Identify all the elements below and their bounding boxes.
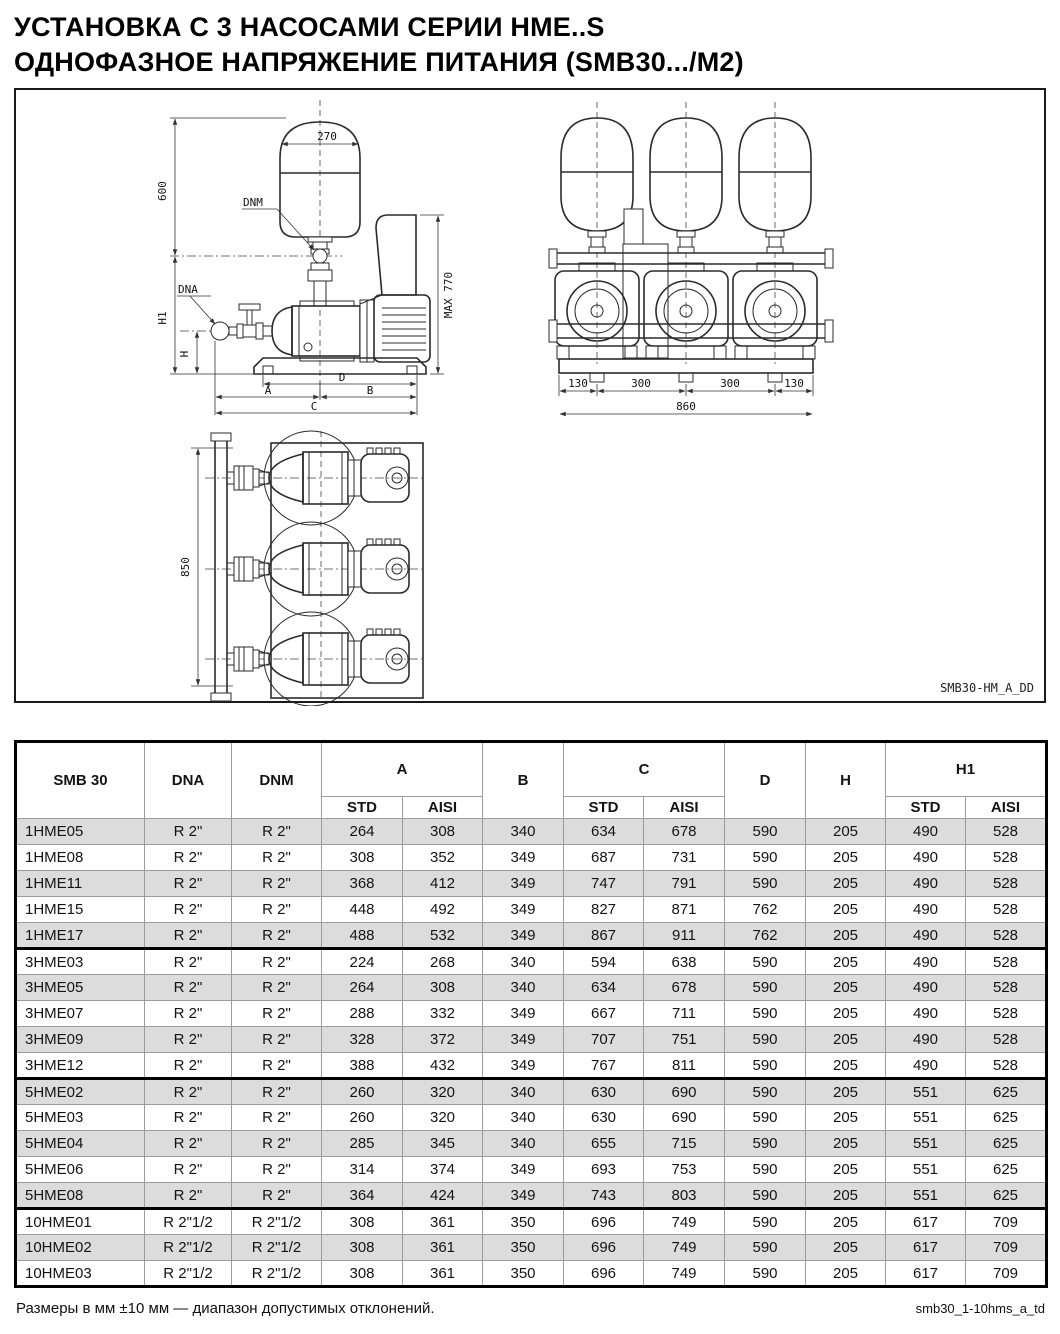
model-cell: 10HME01 bbox=[16, 1209, 145, 1235]
value-cell: 308 bbox=[403, 975, 483, 1001]
value-cell: R 2" bbox=[145, 1079, 232, 1105]
value-cell: 634 bbox=[564, 975, 644, 1001]
value-cell: 625 bbox=[966, 1157, 1047, 1183]
value-cell: R 2" bbox=[232, 897, 322, 923]
table-row bbox=[16, 871, 1047, 897]
value-cell: 364 bbox=[322, 1183, 403, 1209]
value-cell: 205 bbox=[806, 1053, 886, 1079]
table-row bbox=[16, 845, 1047, 871]
dim-label-dna: DNA bbox=[178, 283, 198, 296]
value-cell: R 2" bbox=[145, 1105, 232, 1131]
table-row bbox=[16, 1261, 1047, 1287]
value-cell: R 2" bbox=[145, 1131, 232, 1157]
value-cell: 528 bbox=[966, 923, 1047, 949]
table-row bbox=[16, 897, 1047, 923]
table-header bbox=[16, 742, 1047, 819]
value-cell: 205 bbox=[806, 1027, 886, 1053]
footer-code: smb30_1-10hms_a_td bbox=[915, 1301, 1045, 1316]
value-cell: R 2" bbox=[232, 1105, 322, 1131]
value-cell: 696 bbox=[564, 1209, 644, 1235]
dim-label-c: C bbox=[310, 400, 318, 413]
value-cell: 811 bbox=[644, 1053, 725, 1079]
value-cell: R 2" bbox=[145, 819, 232, 845]
value-cell: 205 bbox=[806, 1079, 886, 1105]
value-cell: 340 bbox=[483, 1079, 564, 1105]
value-cell: 590 bbox=[725, 1157, 806, 1183]
value-cell: 590 bbox=[725, 1053, 806, 1079]
value-cell: 638 bbox=[644, 949, 725, 975]
value-cell: 205 bbox=[806, 897, 886, 923]
value-cell: 490 bbox=[886, 845, 966, 871]
value-cell: 340 bbox=[483, 975, 564, 1001]
value-cell: 308 bbox=[322, 845, 403, 871]
dna-inlet-port bbox=[211, 322, 229, 340]
value-cell: 205 bbox=[806, 949, 886, 975]
dim-label-130-left: 130 bbox=[568, 377, 588, 390]
value-cell: R 2" bbox=[145, 975, 232, 1001]
model-cell: 1HME11 bbox=[16, 871, 145, 897]
front-view-drawing bbox=[546, 96, 841, 426]
value-cell: 590 bbox=[725, 1001, 806, 1027]
value-cell: 308 bbox=[322, 1261, 403, 1287]
value-cell: 490 bbox=[886, 975, 966, 1001]
value-cell: 352 bbox=[403, 845, 483, 871]
value-cell: 709 bbox=[966, 1235, 1047, 1261]
value-cell: 361 bbox=[403, 1209, 483, 1235]
value-cell: 690 bbox=[644, 1079, 725, 1105]
table-row bbox=[16, 819, 1047, 845]
value-cell: 625 bbox=[966, 1183, 1047, 1209]
value-cell: 871 bbox=[644, 897, 725, 923]
value-cell: 349 bbox=[483, 1053, 564, 1079]
model-cell: 1HME05 bbox=[16, 819, 145, 845]
value-cell: 349 bbox=[483, 871, 564, 897]
value-cell: 205 bbox=[806, 923, 886, 949]
side-view-drawing bbox=[30, 96, 490, 426]
value-cell: R 2" bbox=[145, 1183, 232, 1209]
value-cell: R 2" bbox=[232, 1157, 322, 1183]
value-cell: R 2" bbox=[232, 949, 322, 975]
value-cell: 678 bbox=[644, 819, 725, 845]
value-cell: 340 bbox=[483, 819, 564, 845]
value-cell: 332 bbox=[403, 1001, 483, 1027]
model-cell: 3HME12 bbox=[16, 1053, 145, 1079]
value-cell: 361 bbox=[403, 1235, 483, 1261]
dim-label-dnm: DNM bbox=[243, 196, 263, 209]
value-cell: R 2" bbox=[232, 1001, 322, 1027]
col-header-h1: H1 bbox=[886, 742, 1047, 797]
col-header-b: B bbox=[483, 742, 564, 819]
value-cell: R 2" bbox=[145, 1157, 232, 1183]
value-cell: 268 bbox=[403, 949, 483, 975]
control-cabinet-top bbox=[624, 209, 643, 244]
value-cell: 528 bbox=[966, 819, 1047, 845]
value-cell: 205 bbox=[806, 871, 886, 897]
col-header-dna: DNA bbox=[145, 742, 232, 819]
dim-label-300-1: 300 bbox=[631, 377, 651, 390]
value-cell: 747 bbox=[564, 871, 644, 897]
value-cell: R 2"1/2 bbox=[232, 1209, 322, 1235]
subcol-h1-aisi: AISI bbox=[966, 797, 1047, 819]
page-title-line2: ОДНОФАЗНОЕ НАПРЯЖЕНИЕ ПИТАНИЯ (SMB30.../M2) bbox=[14, 46, 744, 77]
model-cell: 5HME04 bbox=[16, 1131, 145, 1157]
value-cell: 264 bbox=[322, 819, 403, 845]
col-header-d: D bbox=[725, 742, 806, 819]
value-cell: 308 bbox=[322, 1209, 403, 1235]
subcol-h1-std: STD bbox=[886, 797, 966, 819]
value-cell: 350 bbox=[483, 1235, 564, 1261]
table-row bbox=[16, 1001, 1047, 1027]
dim-label-h: H bbox=[178, 350, 191, 358]
value-cell: 751 bbox=[644, 1027, 725, 1053]
value-cell: R 2" bbox=[232, 1183, 322, 1209]
value-cell: 551 bbox=[886, 1183, 966, 1209]
value-cell: 590 bbox=[725, 949, 806, 975]
value-cell: 205 bbox=[806, 1183, 886, 1209]
table-row bbox=[16, 1183, 1047, 1209]
dim-label-300-2: 300 bbox=[720, 377, 740, 390]
page-title bbox=[14, 10, 1014, 79]
value-cell: 617 bbox=[886, 1209, 966, 1235]
table-row bbox=[16, 949, 1047, 975]
page-title-line1: УСТАНОВКА С 3 НАСОСАМИ СЕРИИ HME..S bbox=[14, 12, 605, 42]
value-cell: 490 bbox=[886, 1001, 966, 1027]
value-cell: 655 bbox=[564, 1131, 644, 1157]
value-cell: 349 bbox=[483, 1027, 564, 1053]
value-cell: 630 bbox=[564, 1105, 644, 1131]
value-cell: 617 bbox=[886, 1235, 966, 1261]
col-header-dnm: DNM bbox=[232, 742, 322, 819]
value-cell: 590 bbox=[725, 1027, 806, 1053]
subcol-a-aisi: AISI bbox=[403, 797, 483, 819]
value-cell: 349 bbox=[483, 1157, 564, 1183]
value-cell: 432 bbox=[403, 1053, 483, 1079]
value-cell: 590 bbox=[725, 871, 806, 897]
value-cell: 696 bbox=[564, 1235, 644, 1261]
technical-drawing-panel bbox=[14, 88, 1046, 703]
value-cell: R 2"1/2 bbox=[145, 1209, 232, 1235]
value-cell: 424 bbox=[403, 1183, 483, 1209]
dim-label-d: D bbox=[338, 371, 346, 384]
value-cell: 693 bbox=[564, 1157, 644, 1183]
value-cell: 911 bbox=[644, 923, 725, 949]
value-cell: 762 bbox=[725, 897, 806, 923]
value-cell: R 2" bbox=[145, 845, 232, 871]
model-cell: 1HME15 bbox=[16, 897, 145, 923]
value-cell: 388 bbox=[322, 1053, 403, 1079]
value-cell: 412 bbox=[403, 871, 483, 897]
value-cell: 667 bbox=[564, 1001, 644, 1027]
value-cell: 590 bbox=[725, 819, 806, 845]
value-cell: 490 bbox=[886, 1027, 966, 1053]
value-cell: R 2" bbox=[232, 1079, 322, 1105]
table-row bbox=[16, 1235, 1047, 1261]
value-cell: 687 bbox=[564, 845, 644, 871]
value-cell: 709 bbox=[966, 1209, 1047, 1235]
value-cell: R 2" bbox=[145, 1001, 232, 1027]
value-cell: R 2" bbox=[145, 897, 232, 923]
value-cell: 448 bbox=[322, 897, 403, 923]
value-cell: 528 bbox=[966, 871, 1047, 897]
col-header-h: H bbox=[806, 742, 886, 819]
value-cell: 350 bbox=[483, 1261, 564, 1287]
model-cell: 1HME17 bbox=[16, 923, 145, 949]
value-cell: 867 bbox=[564, 923, 644, 949]
dimensions-table bbox=[14, 740, 1048, 1288]
value-cell: 340 bbox=[483, 1105, 564, 1131]
model-cell: 3HME09 bbox=[16, 1027, 145, 1053]
top-view-drawing bbox=[171, 426, 471, 706]
value-cell: 528 bbox=[966, 1027, 1047, 1053]
value-cell: 590 bbox=[725, 1209, 806, 1235]
dim-label-b: B bbox=[366, 384, 374, 397]
value-cell: 590 bbox=[725, 845, 806, 871]
dim-label-h1: H1 bbox=[156, 311, 169, 325]
value-cell: 490 bbox=[886, 871, 966, 897]
subcol-c-std: STD bbox=[564, 797, 644, 819]
value-cell: 749 bbox=[644, 1235, 725, 1261]
value-cell: 205 bbox=[806, 819, 886, 845]
inverter-cover bbox=[376, 215, 416, 295]
pump-body bbox=[272, 307, 292, 355]
subcol-a-std: STD bbox=[322, 797, 403, 819]
model-cell: 10HME03 bbox=[16, 1261, 145, 1287]
value-cell: 528 bbox=[966, 975, 1047, 1001]
value-cell: 349 bbox=[483, 1183, 564, 1209]
value-cell: 590 bbox=[725, 1079, 806, 1105]
value-cell: 224 bbox=[322, 949, 403, 975]
value-cell: R 2" bbox=[145, 871, 232, 897]
value-cell: 743 bbox=[564, 1183, 644, 1209]
value-cell: 707 bbox=[564, 1027, 644, 1053]
value-cell: 709 bbox=[966, 1261, 1047, 1287]
model-cell: 10HME02 bbox=[16, 1235, 145, 1261]
value-cell: 528 bbox=[966, 1001, 1047, 1027]
value-cell: 490 bbox=[886, 819, 966, 845]
value-cell: R 2"1/2 bbox=[145, 1261, 232, 1287]
value-cell: R 2" bbox=[145, 1053, 232, 1079]
value-cell: 205 bbox=[806, 1261, 886, 1287]
value-cell: 551 bbox=[886, 1105, 966, 1131]
value-cell: 749 bbox=[644, 1209, 725, 1235]
value-cell: 528 bbox=[966, 1053, 1047, 1079]
model-cell: 5HME03 bbox=[16, 1105, 145, 1131]
table-row bbox=[16, 1053, 1047, 1079]
subcol-c-aisi: AISI bbox=[644, 797, 725, 819]
value-cell: 827 bbox=[564, 897, 644, 923]
value-cell: R 2" bbox=[232, 1027, 322, 1053]
value-cell: 625 bbox=[966, 1079, 1047, 1105]
value-cell: R 2" bbox=[232, 871, 322, 897]
value-cell: 490 bbox=[886, 1053, 966, 1079]
value-cell: 590 bbox=[725, 1183, 806, 1209]
col-header-c: C bbox=[564, 742, 725, 797]
model-cell: 3HME03 bbox=[16, 949, 145, 975]
value-cell: 328 bbox=[322, 1027, 403, 1053]
dim-label-max770: MAX 770 bbox=[442, 271, 455, 319]
value-cell: 791 bbox=[644, 871, 725, 897]
value-cell: 590 bbox=[725, 1261, 806, 1287]
value-cell: 488 bbox=[322, 923, 403, 949]
value-cell: 690 bbox=[644, 1105, 725, 1131]
value-cell: 285 bbox=[322, 1131, 403, 1157]
value-cell: 374 bbox=[403, 1157, 483, 1183]
dim-label-600: 600 bbox=[156, 181, 169, 201]
value-cell: 617 bbox=[886, 1261, 966, 1287]
base-rail bbox=[559, 359, 813, 373]
value-cell: 696 bbox=[564, 1261, 644, 1287]
model-cell: 5HME02 bbox=[16, 1079, 145, 1105]
value-cell: 528 bbox=[966, 949, 1047, 975]
value-cell: 205 bbox=[806, 1235, 886, 1261]
value-cell: 349 bbox=[483, 923, 564, 949]
col-header-model: SMB 30 bbox=[16, 742, 145, 819]
value-cell: 753 bbox=[644, 1157, 725, 1183]
value-cell: R 2"1/2 bbox=[232, 1261, 322, 1287]
dim-label-a: A bbox=[264, 384, 272, 397]
value-cell: 590 bbox=[725, 1105, 806, 1131]
dim-label-850: 850 bbox=[179, 557, 192, 577]
value-cell: 490 bbox=[886, 949, 966, 975]
footer-note: Размеры в мм ±10 мм — диапазон допустимых отклонений. bbox=[16, 1300, 435, 1317]
value-cell: 490 bbox=[886, 923, 966, 949]
table-row bbox=[16, 1131, 1047, 1157]
value-cell: 590 bbox=[725, 1131, 806, 1157]
model-cell: 5HME06 bbox=[16, 1157, 145, 1183]
value-cell: 349 bbox=[483, 897, 564, 923]
value-cell: R 2" bbox=[232, 1053, 322, 1079]
table-row bbox=[16, 1157, 1047, 1183]
value-cell: 205 bbox=[806, 1157, 886, 1183]
table-body bbox=[16, 819, 1047, 1287]
value-cell: R 2" bbox=[145, 949, 232, 975]
value-cell: 528 bbox=[966, 897, 1047, 923]
value-cell: 528 bbox=[966, 845, 1047, 871]
value-cell: 340 bbox=[483, 1131, 564, 1157]
drawing-code: SMB30-HM_A_DD bbox=[940, 681, 1034, 695]
value-cell: R 2"1/2 bbox=[232, 1235, 322, 1261]
value-cell: R 2"1/2 bbox=[145, 1235, 232, 1261]
value-cell: 590 bbox=[725, 1235, 806, 1261]
value-cell: 492 bbox=[403, 897, 483, 923]
value-cell: 308 bbox=[322, 1235, 403, 1261]
value-cell: 767 bbox=[564, 1053, 644, 1079]
value-cell: 630 bbox=[564, 1079, 644, 1105]
value-cell: R 2" bbox=[145, 923, 232, 949]
value-cell: 320 bbox=[403, 1105, 483, 1131]
value-cell: 711 bbox=[644, 1001, 725, 1027]
value-cell: 205 bbox=[806, 1105, 886, 1131]
value-cell: R 2" bbox=[232, 1131, 322, 1157]
value-cell: R 2" bbox=[145, 1027, 232, 1053]
model-cell: 3HME07 bbox=[16, 1001, 145, 1027]
value-cell: 345 bbox=[403, 1131, 483, 1157]
value-cell: 288 bbox=[322, 1001, 403, 1027]
value-cell: 803 bbox=[644, 1183, 725, 1209]
value-cell: 532 bbox=[403, 923, 483, 949]
value-cell: 590 bbox=[725, 975, 806, 1001]
value-cell: 349 bbox=[483, 1001, 564, 1027]
value-cell: R 2" bbox=[232, 923, 322, 949]
table-row bbox=[16, 1209, 1047, 1235]
value-cell: 551 bbox=[886, 1131, 966, 1157]
value-cell: 731 bbox=[644, 845, 725, 871]
value-cell: 308 bbox=[403, 819, 483, 845]
table-row bbox=[16, 1027, 1047, 1053]
model-cell: 3HME05 bbox=[16, 975, 145, 1001]
value-cell: 551 bbox=[886, 1157, 966, 1183]
value-cell: 349 bbox=[483, 845, 564, 871]
value-cell: 594 bbox=[564, 949, 644, 975]
table-row bbox=[16, 975, 1047, 1001]
dim-label-130-right: 130 bbox=[784, 377, 804, 390]
value-cell: 205 bbox=[806, 1209, 886, 1235]
value-cell: 715 bbox=[644, 1131, 725, 1157]
value-cell: 205 bbox=[806, 845, 886, 871]
model-cell: 5HME08 bbox=[16, 1183, 145, 1209]
value-cell: 350 bbox=[483, 1209, 564, 1235]
value-cell: 678 bbox=[644, 975, 725, 1001]
value-cell: 762 bbox=[725, 923, 806, 949]
table-row bbox=[16, 923, 1047, 949]
value-cell: 625 bbox=[966, 1131, 1047, 1157]
value-cell: 625 bbox=[966, 1105, 1047, 1131]
value-cell: 320 bbox=[403, 1079, 483, 1105]
value-cell: 205 bbox=[806, 1001, 886, 1027]
value-cell: 749 bbox=[644, 1261, 725, 1287]
dim-label-270: 270 bbox=[317, 130, 337, 143]
dnm-valve bbox=[313, 249, 327, 263]
value-cell: 314 bbox=[322, 1157, 403, 1183]
value-cell: 634 bbox=[564, 819, 644, 845]
value-cell: R 2" bbox=[232, 845, 322, 871]
model-cell: 1HME08 bbox=[16, 845, 145, 871]
col-header-a: A bbox=[322, 742, 483, 797]
value-cell: 551 bbox=[886, 1079, 966, 1105]
value-cell: 260 bbox=[322, 1105, 403, 1131]
value-cell: R 2" bbox=[232, 819, 322, 845]
value-cell: 490 bbox=[886, 897, 966, 923]
value-cell: 264 bbox=[322, 975, 403, 1001]
value-cell: 205 bbox=[806, 975, 886, 1001]
dim-label-860: 860 bbox=[676, 400, 696, 413]
value-cell: R 2" bbox=[232, 975, 322, 1001]
value-cell: 368 bbox=[322, 871, 403, 897]
table-row bbox=[16, 1105, 1047, 1131]
table-row bbox=[16, 1079, 1047, 1105]
value-cell: 260 bbox=[322, 1079, 403, 1105]
value-cell: 361 bbox=[403, 1261, 483, 1287]
value-cell: 372 bbox=[403, 1027, 483, 1053]
value-cell: 340 bbox=[483, 949, 564, 975]
value-cell: 205 bbox=[806, 1131, 886, 1157]
